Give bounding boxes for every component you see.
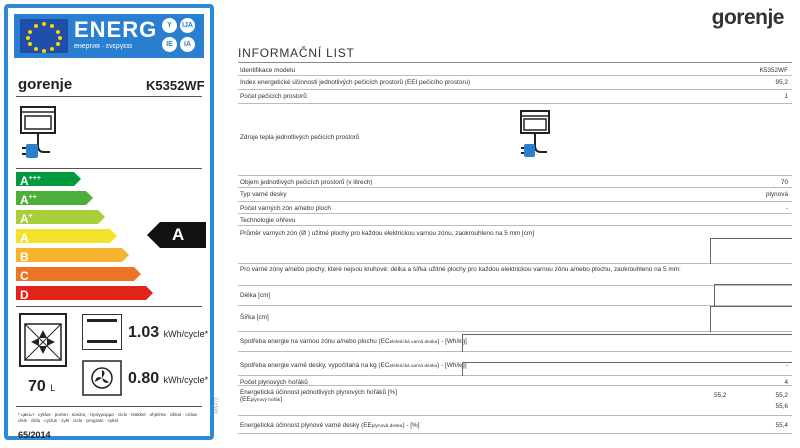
sheet-row (238, 286, 792, 306)
energy-header-sub: енергия · ενεργεια (74, 43, 132, 50)
electric-heat-source-icon (520, 110, 550, 166)
energy-class-arrow: A+ (16, 210, 98, 224)
sheet-row-value: - (785, 362, 788, 369)
lang-code: Y (162, 18, 177, 33)
energy-class-arrow: B (16, 248, 122, 262)
sheet-row (238, 104, 792, 176)
oven-volume: 70 L (28, 378, 56, 395)
sheet-row-value: 4 (784, 379, 788, 386)
sheet-row-label: Počet varných zón a/nebo ploch (240, 205, 331, 212)
sheet-row (238, 188, 792, 202)
energy-rating-arrow: A (160, 222, 206, 248)
sheet-row (238, 416, 792, 434)
energy-class-arrow: A+++ (16, 172, 74, 186)
fan-consumption: 0.80 kWh/cycle* (128, 370, 209, 387)
energy-header-word: ENERG (74, 17, 158, 42)
sheet-row-label: Index energetické účinnosti jednotlivých pečicích prostorů (EEI pečicího prostoru) (240, 79, 471, 86)
energy-class-arrow: A (16, 229, 110, 243)
divider (16, 306, 202, 307)
label-serial: 485473 (214, 397, 220, 414)
energy-class-arrow: C (16, 267, 134, 281)
sheet-row-value: 1 (784, 93, 788, 100)
sheet-row-label: Energetická účinnost jednotlivých plynových hořáků [%] (EEplynový hořák) (240, 389, 398, 403)
energy-class-arrow: A++ (16, 191, 86, 205)
sheet-row-label: Počet pečicích prostorů (240, 93, 307, 100)
eu-flag-icon (20, 19, 68, 53)
sheet-row-label: Zdroje tepla jednotlivých pečicích prostorů (240, 134, 360, 141)
fan-oven-icon (82, 360, 122, 396)
empty-value-cell (710, 238, 792, 264)
divider (16, 96, 202, 97)
label-brand: gorenje (18, 76, 73, 93)
sheet-row (238, 376, 792, 386)
label-model: K5352WF (146, 78, 205, 93)
sheet-row (238, 64, 792, 76)
cycle-footnote: * цикъл · cyklus · porton · κύκλος · πρόγραμμα · ciclo · tsükkel · ohjelma · ciklus · ciclas · cikls · ċiklu · cyclus · cykl · ciclo · program · cykel (18, 412, 200, 423)
conventional-oven-icon (82, 314, 122, 350)
sheet-row-value: 95,2 (775, 79, 788, 86)
divider (16, 168, 202, 169)
sheet-row-label: Délka [cm] (240, 292, 271, 299)
regulation-number: 65/2014 (18, 430, 51, 440)
energy-class-arrow: D (16, 286, 146, 300)
sheet-row-label: Spotřeba energie varné desky, vypočítaná na kg (ECelektrická varná deska) - [Wh/kg] (240, 362, 467, 369)
sheet-row (238, 90, 792, 104)
oven-volume-icon (18, 312, 68, 368)
sheet-row-label: Identifikace modelu (240, 67, 296, 74)
sheet-row (238, 202, 792, 214)
sheet-row (238, 214, 792, 226)
energy-label-header (14, 14, 204, 58)
empty-value-cell (714, 284, 792, 306)
sheet-row (238, 226, 792, 264)
sheet-row-label: Šířka [cm] (240, 314, 269, 321)
sheet-title: INFORMAČNÍ LIST (238, 46, 355, 60)
sheet-row-label: Spotřeba energie na varnou zónu a/nebo plochu (ECelektrická varná deska) - [Wh/kg] (240, 338, 467, 345)
lang-code: IJA (180, 18, 195, 33)
burner-efficiency-value: 55,6 (775, 403, 788, 410)
electric-oven-icon (20, 106, 56, 164)
sheet-row (238, 176, 792, 188)
empty-value-cell (462, 334, 792, 352)
sheet-row-value: 70 (780, 179, 788, 186)
sheet-row-label: Technologie ohřevu (240, 217, 296, 224)
sheet-brand-logo: gorenje (711, 6, 784, 29)
lang-code: IE (162, 37, 177, 52)
energy-label (4, 4, 214, 440)
sheet-row-label: Energetická účinnost plynové varné desky (EEplynová deska) - [%] (240, 422, 420, 429)
sheet-row-value: K5352WF (759, 67, 788, 74)
sheet-row-value: plynová (765, 191, 788, 198)
sheet-row-label: Pro varné zóny a/nebo plochy, které nejsou kruhové: délka a šířka užitné plochy pro každou elektrickou varnou zónu a/nebo plochu, zaokrouhleno na 5 mm: (240, 266, 681, 273)
sheet-row (238, 76, 792, 90)
sheet-row (238, 306, 792, 332)
sheet-row-label: Objem jednotlivých pečicích prostorů (v litrech) (240, 179, 373, 186)
burner-efficiency-value: 55,2 (775, 392, 788, 399)
sheet-row (238, 264, 792, 286)
burner-efficiency-value: 55,2 (714, 392, 727, 399)
lang-code: IA (180, 37, 195, 52)
divider (238, 62, 792, 63)
sheet-row-label: Typ varné desky (240, 191, 287, 198)
sheet-row-label: Průměr varných zón (Ø ) užitné plochy pro každou elektrickou varnou zónu, zaokrouhleno na 5 mm [cm] (240, 230, 535, 237)
divider (16, 406, 202, 407)
sheet-row-value: 55,4 (775, 422, 788, 429)
sheet-row (238, 386, 792, 416)
sheet-row-value: - (785, 205, 788, 212)
sheet-row-label: Počet plynových hořáků (240, 379, 308, 386)
empty-value-cell (710, 306, 792, 332)
empty-value-cell (462, 362, 792, 376)
conventional-consumption: 1.03 kWh/cycle* (128, 324, 209, 341)
